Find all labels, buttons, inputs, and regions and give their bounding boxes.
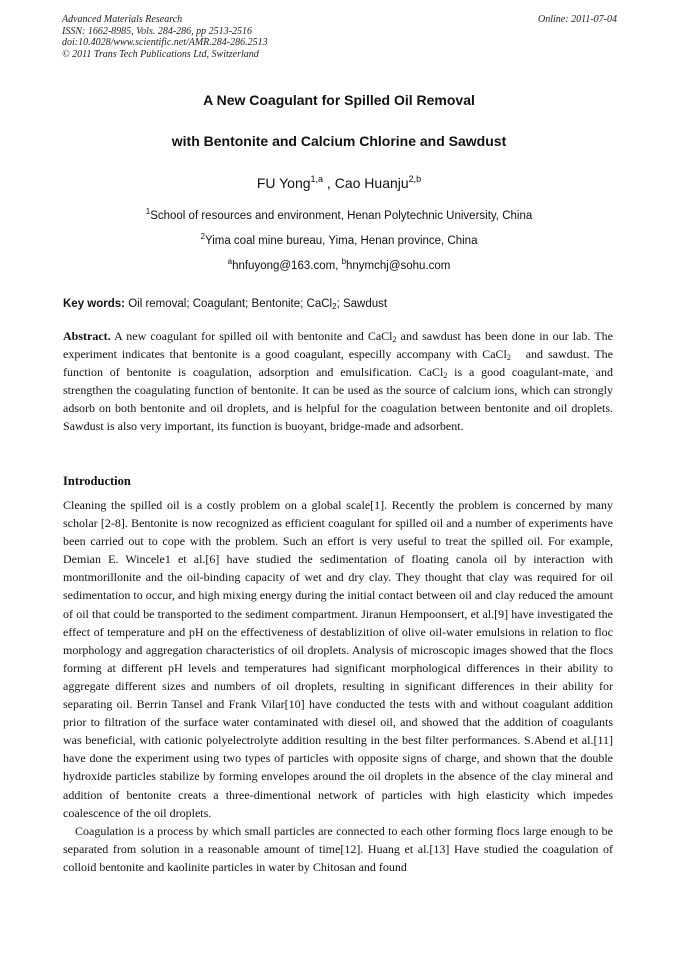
introduction-paragraph-1: Cleaning the spilled oil is a costly problem on a global scale[1]. Recently the problem is concerned by many scholar [2-8]. Bentonite is now recognized as efficient coagulant for spilled oil and a number of experiments have been carried out to cope with the problem. Such an effort is very useful to treat the spilled oil. For example, Demian E. Wincele1 et al.[6] have studied the sedimentation of floating canola oil by interaction with montmorillonite and the oil-binding capacity of wet and dry clay. They thought that clay was required for oil sedimentation to occur, and high mixing energy during the initial contact between oil and clay reduced the amount of oil that could be transported to the sediment compartment. Jiranun Hempoonsert, et al.[9] have investigated the effect of temperature and pH on the effectiveness of destablizition of olive oil-water emulsions in relation to floc morphology and aggregation characteristics of oil droplets. Analysis of microscopic images showed that the flocs forming at different pH levels and temperatures had significant morphological differences in their ability to aggregate different sizes and numbers of oil droplets, resulting in significant differences in their ability for separating oil. Berrin Tansel and Frank Vilar[10] have conducted the tests with and without coagulant addition prior to filtration of the surface water contaminated with diesel oil, and showed that the addition of coagulants was beneficial, with cationic polyelectrolyte addition resulting in the best filter performances. S.Abend et al.[11] have done the experiment using two types of particles with opposite signs of charge, and shown that the double hydroxide particles stabilize by forming envelopes around the oil droplets in the absence of the clay mineral and addition of bentonite creats a three-dimentional network of particles with high elasticity which impedes coalescence of the oil droplets.: [63, 498, 613, 820]
author-2: Cao Huanju: [334, 175, 409, 191]
journal-name: Advanced Materials Research: [62, 14, 183, 25]
keywords: [63, 298, 618, 310]
abstract-label: Abstract.: [63, 329, 111, 343]
author-2-affiliation-mark: 2,b: [408, 174, 422, 184]
paper-title-line-1: A New Coagulant for Spilled Oil Removal: [203, 92, 475, 108]
abstract: [63, 327, 616, 436]
affiliation-2-text: Yima coal mine bureau, Yima, Henan province, China: [204, 235, 478, 247]
doi-line: doi:10.4028/www.scientific.net/AMR.284-286.2513: [62, 37, 268, 48]
email-line: [0, 257, 678, 272]
abstract-text-3: and sawdust. The function of bentonite is coagulation, adsorption and emulsification. CaCl: [63, 347, 616, 380]
keywords-text: Oil removal; Coagulant; Bentonite; CaCl: [125, 298, 333, 310]
affiliation-2-mark: 2: [200, 232, 205, 241]
author-1-affiliation-mark: 1,a: [310, 174, 324, 184]
affiliation-1: [0, 207, 678, 222]
issn-line: ISSN: 1662-8985, Vols. 284-286, pp 2513-2516: [62, 25, 252, 37]
journal-header: [62, 14, 617, 60]
abstract-sub-2: 2: [506, 353, 511, 363]
author-separator: ,: [323, 175, 335, 191]
email-a-mark: a: [227, 257, 233, 266]
email-b-mark: b: [341, 257, 347, 266]
affiliation-2: [0, 232, 678, 247]
abstract-sub-1: 2: [392, 335, 397, 344]
email-b[interactable]: hnymchj@sohu.com: [346, 260, 451, 272]
abstract-text-4: is a good coagulant-mate, and strengthen the coagulating function of bentonite. It can be used as the source of calcium ions, which can strongly adsorb on both bentonite and oil droplets, and is helpful for the coagulation between bentonite and oil droplets. Sawdust is also very important, its function is buoyant, bridge-made and adsorbent.: [63, 365, 613, 434]
keywords-label: Key words:: [63, 298, 125, 310]
paper-title-line-2: with Bentonite and Calcium Chlorine and Sawdust: [171, 133, 507, 149]
author-list: [0, 175, 678, 191]
introduction-paragraph-2: Coagulation is a process by which small particles are connected to each other forming flocs large enough to be separated from solution in a reasonable amount of time[12]. Huang et al.[13] Have studied the coagulation of colloid bentonite and kaolinite particles in water by Chitosan and found: [63, 823, 613, 874]
introduction-body: [63, 496, 613, 876]
copyright-line: © 2011 Trans Tech Publications Ltd, Switzerland: [62, 48, 259, 60]
keywords-text-end: ; Sawdust: [336, 298, 388, 310]
email-a[interactable]: hnfuyong@163.com,: [232, 260, 342, 272]
abstract-text-1: A new coagulant for spilled oil with bentonite and CaCl: [110, 329, 393, 343]
section-heading-introduction: Introduction: [63, 474, 131, 488]
abstract-sub-3: 2: [443, 371, 448, 381]
abstract-text-2: and sawdust has been done in our lab. The experiment indicates that bentonite is a good coagulant, especilly accompany with CaCl: [63, 329, 613, 362]
keywords-subscript: 2: [332, 302, 337, 311]
affiliation-1-mark: 1: [145, 207, 151, 216]
author-1: FU Yong: [256, 175, 311, 191]
affiliation-1-text: School of resources and environment, Henan Polytechnic University, China: [150, 210, 533, 222]
online-date: Online: 2011-07-04: [538, 14, 617, 25]
